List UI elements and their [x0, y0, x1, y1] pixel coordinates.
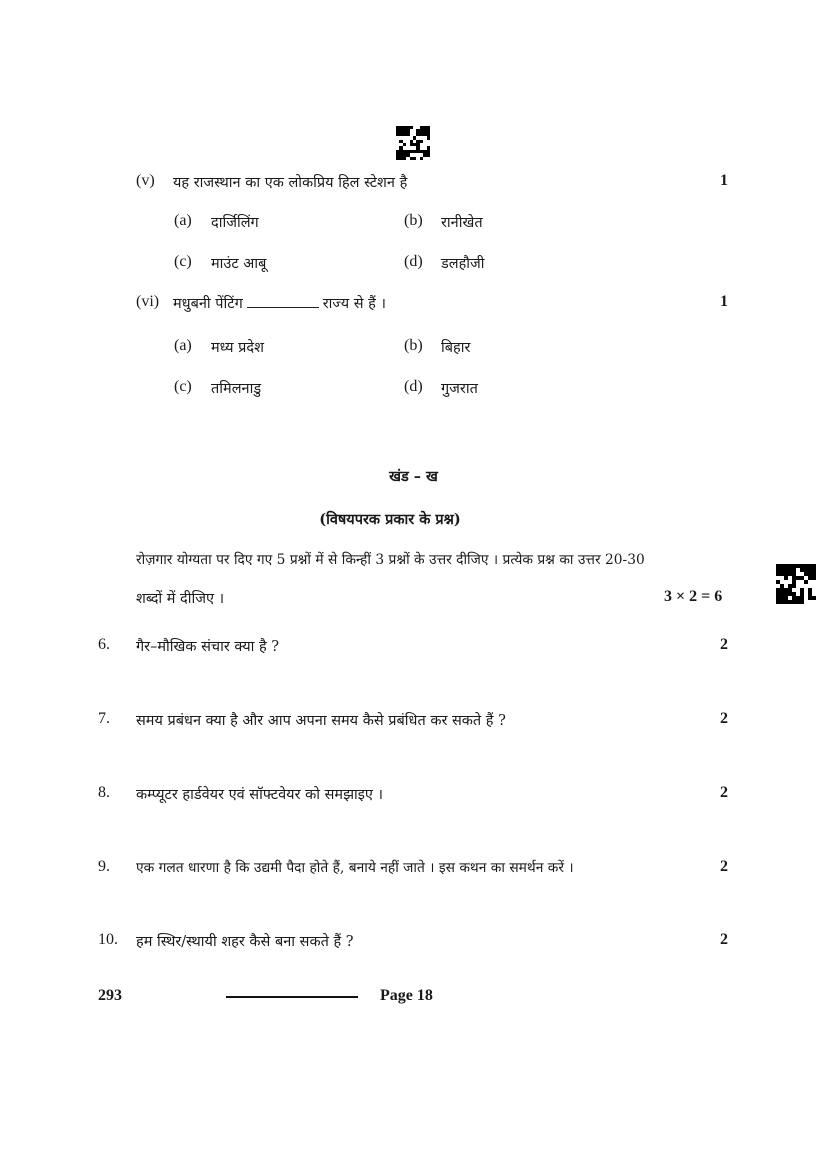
question-text: गैर–मौखिक संचार क्या है ?	[136, 639, 280, 655]
section-title: खंड – ख	[389, 468, 438, 485]
option-text: दार्जिलिंग	[211, 215, 259, 231]
question-text: हम स्थिर/स्थायी शहर कैसे बना सकते हैं ?	[136, 934, 354, 950]
option-text: गुजरात	[441, 381, 478, 397]
question-number: 7.	[98, 710, 110, 727]
question-v-text: यह राजस्थान का एक लोकप्रिय हिल स्टेशन है	[173, 175, 408, 191]
question-text: कम्प्यूटर हार्डवेयर एवं सॉफ्टवेयर को समझाइए ।	[136, 787, 384, 803]
footer-code: 293	[98, 987, 122, 1004]
section-instruction-line1: रोज़गार योग्यता पर दिए गए 5 प्रश्नों में से किन्हीं 3 प्रश्नों के उत्तर दीजिए । प्रत्येक प्रश्न का उत्तर 20-30	[136, 552, 645, 568]
option-text: रानीखेत	[441, 215, 483, 231]
footer-rule	[226, 996, 358, 998]
option-text: बिहार	[441, 340, 471, 356]
option-key: (c)	[174, 378, 192, 395]
question-text: समय प्रबंधन क्या है और आप अपना समय कैसे प्रबंधित कर सकते हैं ?	[136, 713, 506, 729]
question-vi-number: (vi)	[136, 293, 160, 310]
question-marks: 2	[720, 931, 728, 948]
section-marks-formula: 3 × 2 = 6	[664, 588, 723, 605]
option-key: (b)	[404, 337, 423, 354]
option-key: (a)	[174, 337, 192, 354]
question-number: 9.	[98, 858, 110, 875]
option-key: (b)	[404, 212, 423, 229]
section-instruction-line2: शब्दों में दीजिए ।	[136, 591, 225, 607]
question-v-number: (v)	[136, 172, 155, 189]
question-vi-text	[173, 293, 386, 313]
question-marks: 2	[720, 636, 728, 653]
footer-page-number: Page 18	[380, 987, 433, 1004]
section-subtitle: (विषयपरक प्रकार के प्रश्न)	[319, 511, 461, 528]
option-text: डलहौजी	[441, 256, 485, 272]
question-number: 8.	[98, 784, 110, 801]
question-marks: 2	[720, 784, 728, 801]
option-key: (d)	[404, 253, 423, 270]
option-key: (d)	[404, 378, 423, 395]
qr-code-top	[396, 126, 430, 160]
option-key: (a)	[174, 212, 192, 229]
option-text: माउंट आबू	[211, 256, 267, 272]
option-text: तमिलनाडु	[211, 381, 262, 397]
question-vi-marks: 1	[720, 293, 728, 310]
question-marks: 2	[720, 858, 728, 875]
question-vi-text-before: मधुबनी पेंटिंग	[173, 296, 243, 312]
qr-module	[427, 157, 430, 160]
question-number: 10.	[98, 931, 118, 948]
option-text: मध्य प्रदेश	[211, 340, 264, 356]
option-key: (c)	[174, 253, 192, 270]
question-v-marks: 1	[720, 172, 728, 189]
question-vi-text-after: राज्य से हैं ।	[322, 296, 386, 312]
question-text: एक गलत धारणा है कि उद्यमी पैदा होते हैं, बनाये नहीं जाते । इस कथन का समर्थन करें ।	[136, 860, 574, 876]
question-marks: 2	[720, 710, 728, 727]
question-number: 6.	[98, 636, 110, 653]
qr-module	[812, 600, 816, 604]
fill-blank	[247, 307, 319, 308]
qr-code-side	[776, 564, 816, 604]
